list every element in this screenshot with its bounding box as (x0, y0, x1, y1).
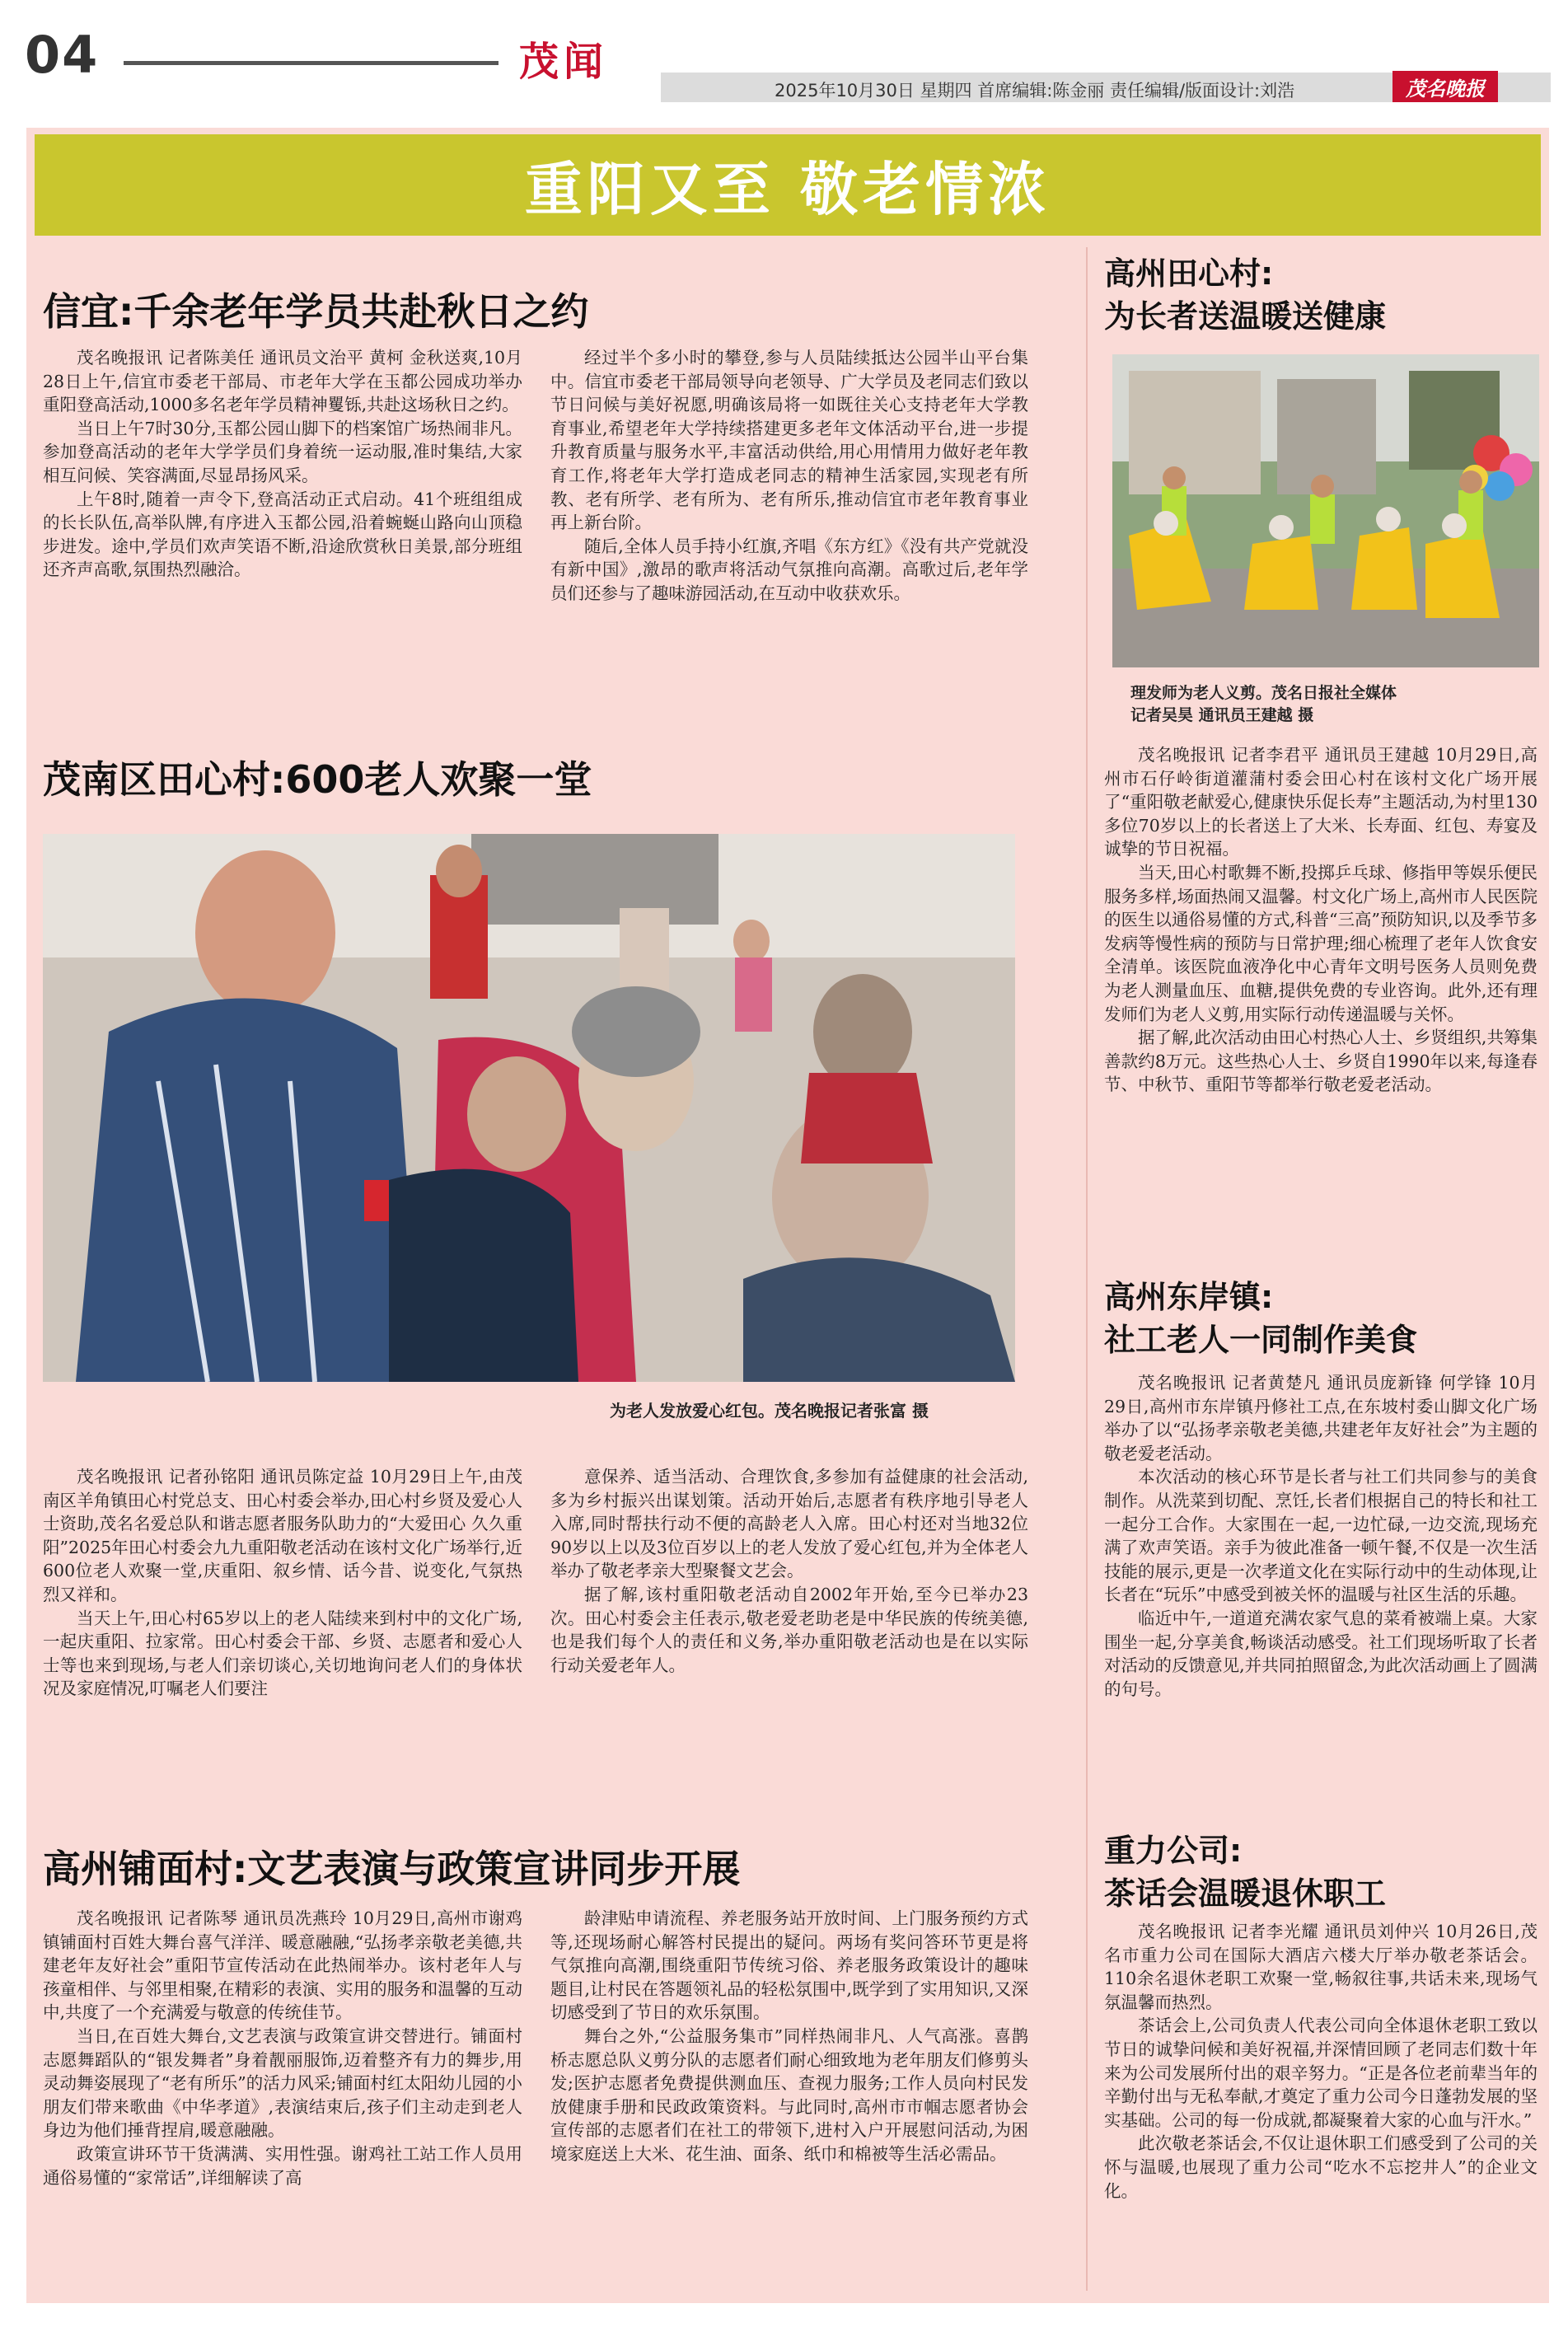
article-paragraph: 据了解,此次活动由田心村热心人士、乡贤组织,共筹集善款约8万元。这些热心人士、乡贤自1990年以来,每逢春节、中秋节、重阳节等都举行敬老爱老活动。 (1104, 1028, 1538, 1095)
photo-red-envelopes (43, 834, 1015, 1382)
article-paragraph: 当日,在百姓大舞台,文艺表演与政策宣讲交替进行。铺面村志愿舞蹈队的“银发舞者”身着靓丽服饰,迈着整齐有力的舞步,用灵动舞姿展现了“老有所乐”的活力风采;铺面村红太阳幼儿园的小朋友们带来歌曲《中华孝道》,表演结束后,孩子们主动走到老人身边为他们捶背捏肩,暖意融融。 (43, 2025, 522, 2141)
photo-caption (1130, 681, 1397, 725)
banner-title: 重阳又至 敬老情浓 (524, 156, 1051, 223)
article-paragraph: 据了解,该村重阳敬老活动自2002年开始,至今已举办23次。田心村委会主任表示,敬老爱老助老是中华民族的传统美德,也是我们每个人的责任和义务,举办重阳敬老活动也是在以实际行动关爱老年人。 (550, 1584, 1028, 1675)
article-paragraph: 龄津贴申请流程、养老服务站开放时间、上门服务预约方式等,还现场耐心解答村民提出的疑问。两场有奖问答环节更是将气氛推向高潮,围绕重阳节传统习俗、养老服务政策设计的趣味题目,让村民在答题领礼品的轻松氛围中,既学到了实用知识,又深切感受到了节日的欢乐氛围。 (550, 1908, 1028, 2023)
article-body-col1 (43, 346, 522, 582)
article-paragraph: 临近中午,一道道充满农家气息的菜肴被端上桌。大家围坐一起,分享美食,畅谈活动感受。社工们现场听取了长者对活动的反馈意见,并共同拍照留念,为此次活动画上了圆满的句号。 (1104, 1608, 1538, 1699)
article-paragraph: 茂名晚报讯 记者李光耀 通讯员刘仲兴 10月26日,茂名市重力公司在国际大酒店六楼大厅举办敬老茶话会。110余名退休老职工欢聚一堂,畅叙往事,共话未来,现场气氛温馨而热烈。 (1104, 1922, 1538, 2012)
sidebar-headline (1104, 1829, 1386, 1915)
article-body-col2 (550, 1465, 1028, 1677)
header-rule (124, 61, 498, 65)
section-name: 茂闻 (519, 39, 609, 85)
article-body-col1 (43, 1907, 522, 2189)
article-paragraph: 上午8时,随着一声令下,登高活动正式启动。41个班组组成的长长队伍,高举队牌,有序进入玉都公园,沿着蜿蜒山路向山顶稳步进发。途中,学员们欢声笑语不断,沿途欣赏秋日美景,部分班组还齐声高歌,氛围热烈融洽。 (43, 489, 522, 580)
sidebar-headline-line2: 茶话会温暖退休职工 (1104, 1875, 1387, 1912)
sidebar-headline-line1: 重力公司: (1104, 1833, 1243, 1869)
article-paragraph: 当天,田心村歌舞不断,投掷乒乓球、修指甲等娱乐便民服务多样,场面热闹又温馨。村文化广场上,高州市人民医院的医生以通俗易懂的方式,科普“三高”预防知识,以及季节多发病等慢性病的预防与日常护理;细心梳理了老年人饮食安全清单。该医院血液净化中心青年文明号医务人员则免费为老人测量血压、血糖,提供免费的专业咨询。此外,还有理发师们为老人义剪,用实际行动传递温暖与关怀。 (1104, 862, 1538, 1024)
article-paragraph: 本次活动的核心环节是长者与社工们共同参与的美食制作。从洗菜到切配、烹饪,长者们根据自己的特长和社工一起分工合作。大家围在一起,一边忙碌,一边交流,现场充满了欢声笑语。亲手为彼此准备一顿午餐,不仅是一次生活技能的展示,更是一次孝道文化在实际行动中的生动体现,让长者在“玩乐”中感受到被关怀的温暖与社区生活的乐趣。 (1104, 1467, 1538, 1605)
photo-caption: 为老人发放爱心红包。茂名晚报记者张富 摄 (610, 1401, 929, 1421)
sidebar-body (1104, 743, 1538, 1097)
sidebar-headline-line2: 为长者送温暖送健康 (1104, 298, 1387, 335)
photo-caption-line1: 理发师为老人义剪。茂名日报社全媒体 (1130, 684, 1397, 702)
article-paragraph: 茶话会上,公司负责人代表公司向全体退休老职工致以节日的诚挚问候和美好祝福,并深情回顾了老同志们数十年来为公司发展所付出的艰辛努力。“正是各位老前辈当年的辛勤付出与无私奉献,才奠定了重力公司今日蓬勃发展的坚实基础。公司的每一份成就,都凝聚着大家的心血与汗水。” (1104, 2016, 1538, 2130)
article-paragraph: 经过半个多小时的攀登,参与人员陆续抵达公园半山平台集中。信宜市委老干部局领导向老领导、广大学员及老同志们致以节日问候与美好祝愿,明确该局将一如既往关心支持老年大学教育事业,希望老年大学持续搭建更多老年文体活动平台,进一步提升教育质量与服务水平,丰富活动供给,用心用情用力做好老年教育工作,将老年大学打造成老同志的精神生活家园,实现老有所教、老有所学、老有所为、老有所乐,推动信宜市老年教育事业再上新台阶。 (550, 348, 1028, 533)
sidebar-headline-line1: 高州田心村: (1104, 255, 1274, 292)
date-line: 2025年10月30日 星期四 首席编辑:陈金丽 责任编辑/版面设计:刘浩 (775, 81, 1295, 101)
sidebar-body (1104, 1920, 1538, 2203)
article-headline: 信宜:千余老年学员共赴秋日之约 (43, 289, 589, 334)
article-headline: 高州铺面村:文艺表演与政策宣讲同步开展 (43, 1847, 741, 1891)
article-paragraph: 当日上午7时30分,玉都公园山脚下的档案馆广场热闹非凡。参加登高活动的老年大学学员们身着统一运动服,准时集结,大家相互问候、笑容满面,尽显昂扬风采。 (43, 418, 522, 485)
sidebar-body (1104, 1371, 1538, 1701)
sidebar-headline-line2: 社工老人一同制作美食 (1104, 1322, 1418, 1358)
newspaper-logo: 茂名晚报 (1392, 71, 1498, 102)
article-paragraph: 茂名晚报讯 记者陈美任 通讯员文治平 黄柯 金秋送爽,10月28日上午,信宜市委老干部局、市老年大学在玉都公园成功举办重阳登高活动,1000多名老年学员精神矍铄,共赴这场秋日之约。 (43, 348, 522, 415)
article-body-col2 (550, 346, 1028, 606)
article-paragraph: 茂名晚报讯 记者黄楚凡 通讯员庞新锋 何学锋 10月29日,高州市东岸镇丹修社工点,在东坡村委山脚文化广场举办了以“弘扬孝亲敬老美德,共建老年友好社会”为主题的敬老爱老活动。 (1104, 1373, 1538, 1463)
article-paragraph: 茂名晚报讯 记者孙铭阳 通讯员陈定益 10月29日上午,由茂南区羊角镇田心村党总支、田心村委会举办,田心村乡贤及爱心人士资助,茂名名爱总队和谐志愿者服务队助力的“大爱田心 久久重阳”2025年田心村委会九九重阳敬老活动在该村文化广场举行,近600位老人欢聚一堂,庆重阳、叙乡情、话今昔、说变化,气氛热烈又祥和。 (43, 1467, 522, 1604)
sidebar-headline (1104, 252, 1386, 338)
page-number: 04 (25, 25, 100, 85)
article-paragraph: 舞台之外,“公益服务集市”同样热闹非凡、人气高涨。喜鹊桥志愿总队义剪分队的志愿者们耐心细致地为老年朋友们修剪头发;医护志愿者免费提供测血压、查视力服务;工作人员向村民发放健康手册和民政政策资料。与此同时,高州市市帼志愿者协会宣传部的志愿者们在社工的带领下,进村入户开展慰问活动,为困境家庭送上大米、花生油、面条、纸巾和棉被等生活必需品。 (550, 2025, 1028, 2164)
photo-caption-line2: 记者吴昊 通讯员王建越 摄 (1130, 706, 1314, 724)
article-body-col2 (550, 1907, 1028, 2166)
sidebar-headline-line1: 高州东岸镇: (1104, 1279, 1274, 1315)
article-paragraph: 此次敬老茶话会,不仅让退休职工们感受到了公司的关怀与温暖,也展现了重力公司“吃水不忘挖井人”的企业文化。 (1104, 2133, 1538, 2201)
article-headline: 茂南区田心村:600老人欢聚一堂 (43, 757, 592, 802)
article-paragraph: 当天上午,田心村65岁以上的老人陆续来到村中的文化广场,一起庆重阳、拉家常。田心村委会干部、乡贤、志愿者和爱心人士等也来到现场,与老人们亲切谈心,关切地询问老人们的身体状况及家庭情况,叮嘱老人们要注 (43, 1608, 522, 1699)
sidebar-headline (1104, 1276, 1417, 1361)
article-body-col1 (43, 1465, 522, 1701)
article-paragraph: 茂名晚报讯 记者陈琴 通讯员冼燕玲 10月29日,高州市谢鸡镇铺面村百姓大舞台喜气洋洋、暖意融融,“弘扬孝亲敬老美德,共建老年友好社会”重阳节宣传活动在此热闹举办。该村老年人与孩童相伴、与邻里相聚,在精彩的表演、实用的服务和温馨的互动中,共度了一个充满爱与敬意的传统佳节。 (43, 1908, 522, 2023)
article-paragraph: 茂名晚报讯 记者李君平 通讯员王建越 10月29日,高州市石仔岭街道灌蒲村委会田心村在该村文化广场开展了“重阳敬老献爱心,健康快乐促长寿”主题活动,为村里130多位70岁以上的长者送上了大米、长寿面、红包、寿宴及诚挚的节日祝福。 (1104, 745, 1538, 859)
article-paragraph: 意保养、适当活动、合理饮食,多参加有益健康的社会活动,多为乡村振兴出谋划策。活动开始后,志愿者有秩序地引导老人入席,同时帮扶行动不便的高龄老人入席。田心村还对当地32位90岁以上以及3位百岁以上的老人发放了爱心红包,并为全体老人举办了敬老孝亲大型聚餐文艺会。 (550, 1467, 1028, 1581)
article-paragraph: 政策宣讲环节干货满满、实用性强。谢鸡社工站工作人员用通俗易懂的“家常话”,详细解读了高 (43, 2143, 522, 2188)
column-divider (1086, 247, 1088, 2291)
article-paragraph: 随后,全体人员手持小红旗,齐唱《东方红》《没有共产党就没有新中国》,激昂的歌声将活动气氛推向高潮。高歌过后,老年学员们还参与了趣味游园活动,在互动中收获欢乐。 (550, 536, 1028, 603)
photo-haircut (1112, 354, 1539, 667)
